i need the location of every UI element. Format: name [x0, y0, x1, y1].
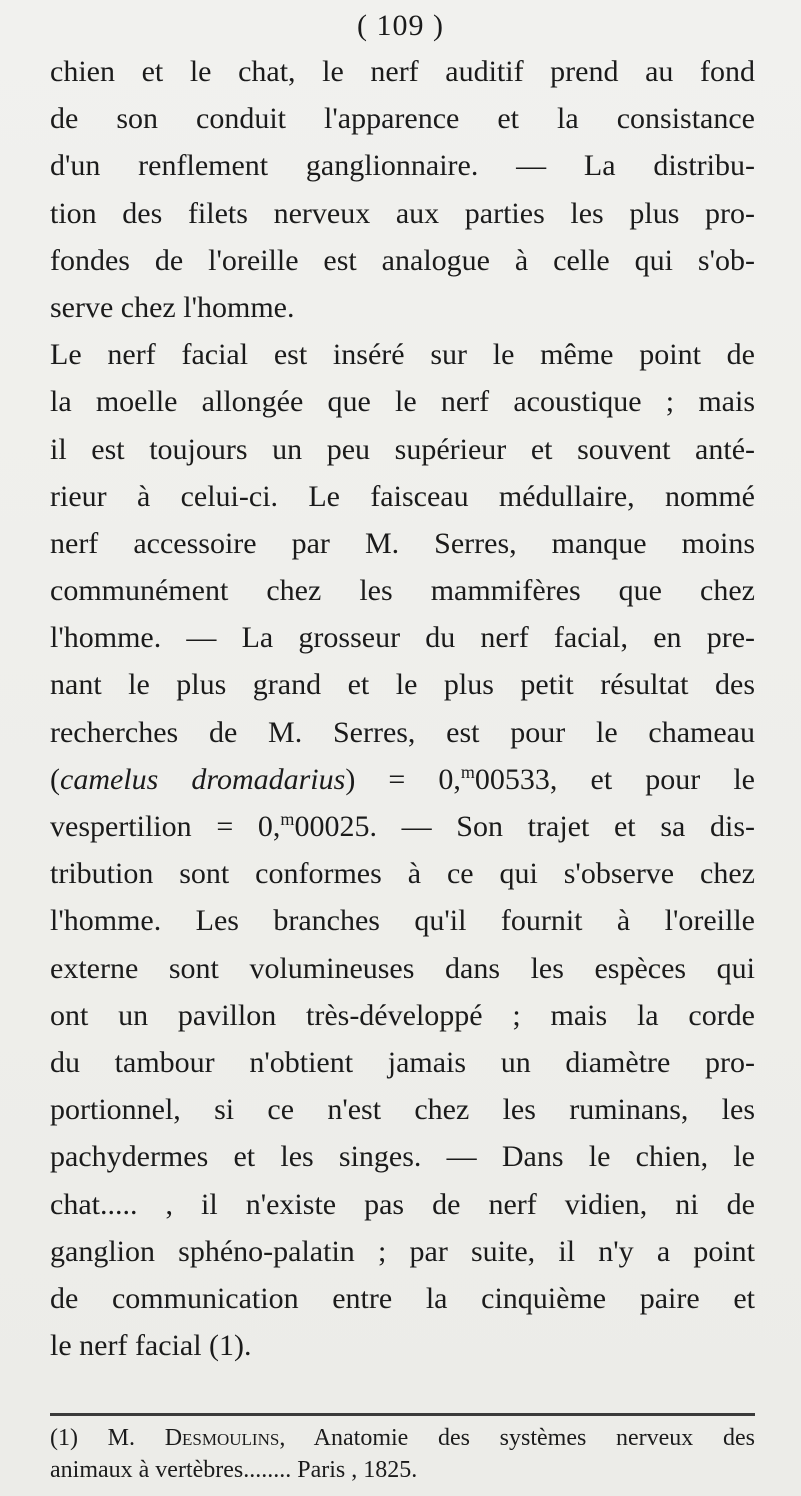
footnote-line [50, 1422, 755, 1454]
text-segment: ) = 0, [345, 762, 461, 796]
text-line: portionnel, si ce n'est chez les ruminans, les [50, 1093, 755, 1127]
text-line: tion des filets nerveux aux parties les plus pro- [50, 196, 755, 230]
text-line: rieur à celui-ci. Le faisceau médullaire, nommé [50, 479, 755, 513]
text-line: de son conduit l'apparence et la consistance [50, 102, 755, 136]
text-line: l'homme. — La grosseur du nerf facial, en pre- [50, 621, 755, 655]
text-line: externe sont volumineuses dans les espèces qui [50, 951, 755, 985]
footnote-marker: (1) [50, 1425, 78, 1451]
text-line-with-species [50, 756, 755, 803]
text-line: de communication entre la cinquième paire et [50, 1281, 755, 1315]
paren-open: ( [50, 762, 60, 796]
text-line: serve chez l'homme. [50, 290, 295, 324]
text-line: chat..... , il n'existe pas de nerf vidien, ni de [50, 1187, 755, 1221]
text-line: du tambour n'obtient jamais un diamètre pro- [50, 1045, 755, 1079]
text-line: Le nerf facial est inséré sur le même point de [50, 338, 755, 372]
page-number: ( 109 ) [357, 9, 444, 42]
text-line: recherches de M. Serres, est pour le chameau [50, 715, 755, 749]
text-line: d'un renflement ganglionnaire. — La distribu- [50, 149, 755, 183]
footnote-divider [50, 1413, 755, 1416]
text-line: ganglion sphéno-palatin ; par suite, il n'y a point [50, 1234, 755, 1268]
text-line: le nerf facial (1). [50, 1329, 252, 1363]
text-line: nant le plus grand et le plus petit résultat des [50, 668, 755, 702]
text-line: tribution sont conformes à ce qui s'observe chez [50, 857, 755, 891]
text-line: pachydermes et les singes. — Dans le chien, le [50, 1140, 755, 1174]
text-line: ont un pavillon très-développé ; mais la corde [50, 998, 755, 1032]
text-segment: 00533, et pour le [474, 762, 755, 796]
unit-superscript: m [460, 761, 475, 782]
text-line: nerf accessoire par M. Serres, manque moins [50, 526, 755, 560]
text-line: chien et le chat, le nerf auditif prend au fond [50, 55, 755, 88]
unit-superscript: m [280, 809, 295, 829]
text-line: l'homme. Les branches qu'il fournit à l'oreille [50, 904, 755, 938]
text-line: il est toujours un peu supérieur et souvent anté- [50, 432, 755, 466]
body-text [50, 48, 755, 1369]
text-line: la moelle allongée que le nerf acoustique ; mais [50, 385, 755, 419]
footnote-line: animaux à vertèbres........ Paris , 1825. [50, 1457, 418, 1483]
text-segment: 00025. — Son trajet et sa dis- [294, 810, 755, 843]
text-segment: vespertilion = 0, [50, 810, 281, 843]
text-line: communément chez les mammifères que chez [50, 574, 755, 608]
text-line-with-measure [50, 803, 755, 850]
footnote [50, 1422, 755, 1486]
footnote-title: , Anatomie des systèmes nerveux des [279, 1425, 755, 1451]
footnote-author: M. Desmoulins [107, 1425, 280, 1451]
text-line: fondes de l'oreille est analogue à celle qui s'ob- [50, 243, 755, 277]
species-name: camelus dromadarius [60, 762, 346, 796]
